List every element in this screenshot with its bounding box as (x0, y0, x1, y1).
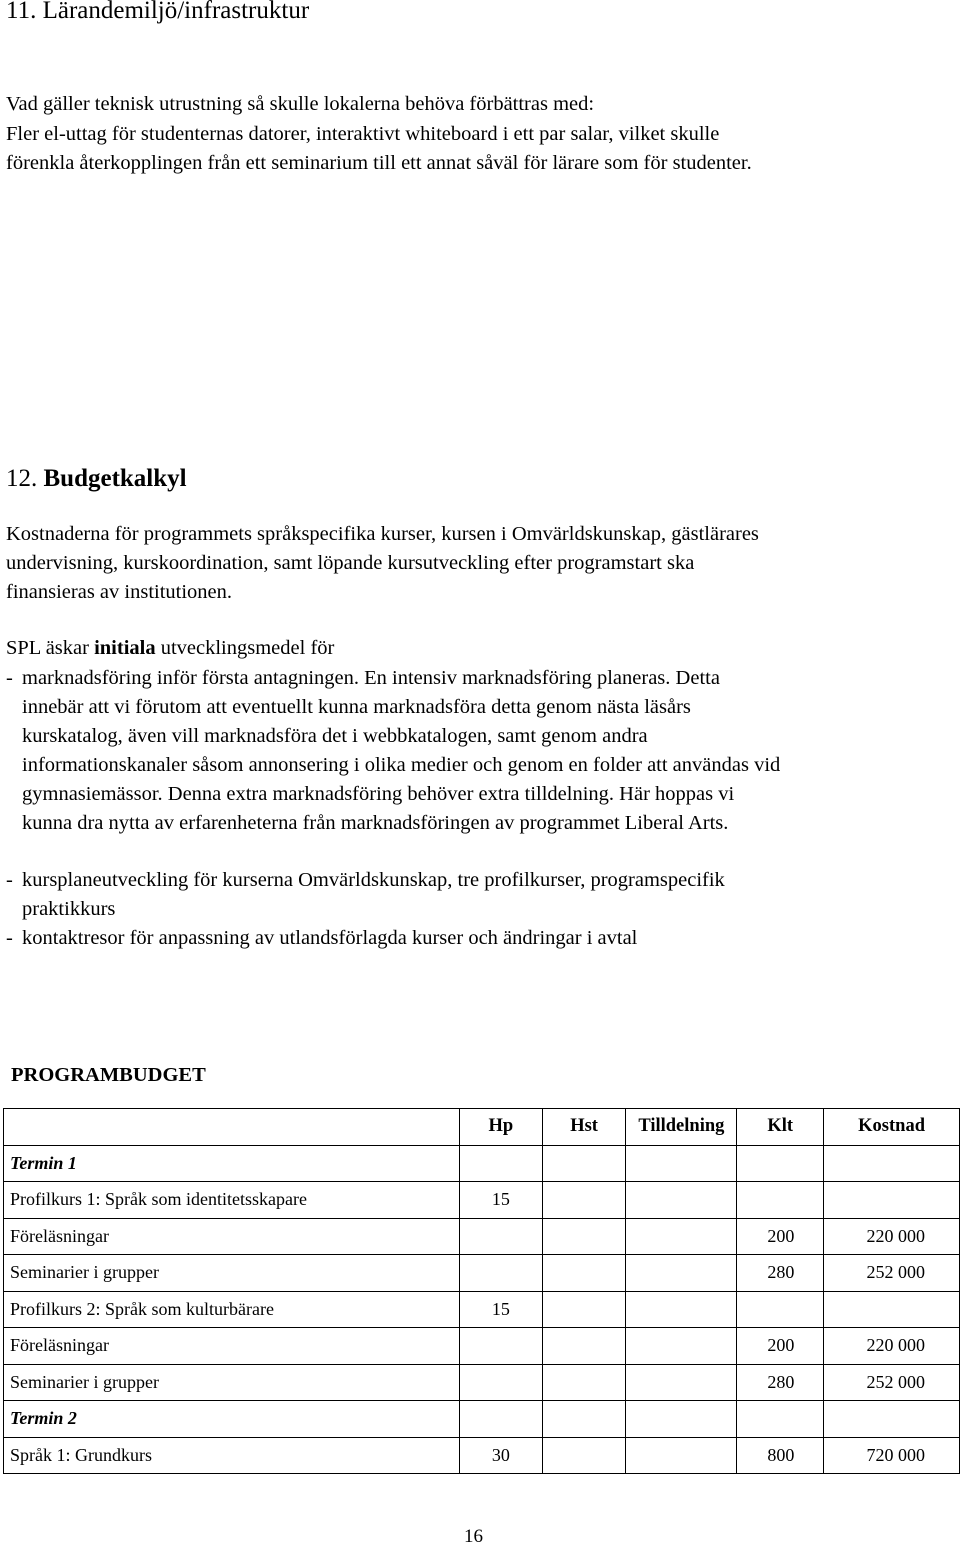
header-hst: Hst (542, 1109, 626, 1146)
cell-klt (737, 1291, 824, 1328)
cell-tilldelning (626, 1328, 737, 1365)
row-label: Profilkurs 1: Språk som identitetsskapare (4, 1182, 460, 1219)
text-line: kunna dra nytta av erfarenheterna från marknadsföringen av programmet Liberal Arts. (22, 812, 729, 834)
list-item-text (22, 924, 637, 953)
table-row (4, 1218, 960, 1255)
cell-klt (737, 1145, 824, 1182)
cell-hst (542, 1182, 626, 1219)
cell-hp: 15 (460, 1182, 543, 1219)
cell-hp (460, 1364, 543, 1401)
table-row (4, 1364, 960, 1401)
list-item-text (22, 866, 725, 924)
cell-hst (542, 1437, 626, 1474)
row-label: Seminarier i grupper (4, 1364, 460, 1401)
section-12-heading (6, 462, 187, 496)
cell-hp: 30 (460, 1437, 543, 1474)
cell-hst (542, 1401, 626, 1438)
text-line: praktikkurs (22, 898, 116, 920)
cell-hp (460, 1401, 543, 1438)
row-label: Termin 1 (4, 1145, 460, 1182)
text-line: Kostnaderna för programmets språkspecifika kurser, kursen i Omvärldskunskap, gästlärares (6, 523, 759, 545)
row-label: Seminarier i grupper (4, 1255, 460, 1292)
table-row (4, 1328, 960, 1365)
text-line: finansieras av institutionen. (6, 581, 233, 603)
row-label: Språk 1: Grundkurs (4, 1437, 460, 1474)
cell-hp: 15 (460, 1291, 543, 1328)
text-line: marknadsföring inför första antagningen. En intensiv marknadsföring planeras. Detta (22, 667, 720, 689)
cell-kostnad: 252 000 (824, 1255, 960, 1292)
budget-title: PROGRAMBUDGET (11, 1064, 206, 1086)
cell-kostnad (824, 1145, 960, 1182)
cell-tilldelning (626, 1182, 737, 1219)
cell-kostnad (824, 1401, 960, 1438)
cell-klt: 280 (737, 1364, 824, 1401)
cell-klt (737, 1401, 824, 1438)
cell-klt: 200 (737, 1328, 824, 1365)
cell-hp (460, 1328, 543, 1365)
cell-hp (460, 1145, 543, 1182)
text-line: undervisning, kurskoordination, samt löpande kursutveckling efter programstart ska (6, 552, 695, 574)
cell-hst (542, 1145, 626, 1182)
header-kostnad: Kostnad (824, 1109, 960, 1146)
cell-tilldelning (626, 1401, 737, 1438)
request-prefix: SPL äskar (6, 637, 95, 659)
list-dash: - (6, 667, 13, 689)
text-line: innebär att vi förutom att eventuellt kunna marknadsföra detta genom nästa läsårs (22, 696, 691, 718)
table-row (4, 1401, 960, 1438)
cell-kostnad: 220 000 (824, 1328, 960, 1365)
text-line: kursplaneutveckling för kurserna Omvärldskunskap, tre profilkurser, programspecifik (22, 869, 725, 891)
header-klt: Klt (737, 1109, 824, 1146)
cell-kostnad: 220 000 (824, 1218, 960, 1255)
row-label: Föreläsningar (4, 1328, 460, 1365)
cell-hst (542, 1291, 626, 1328)
list-dash: - (6, 927, 13, 949)
table-header-row (4, 1109, 960, 1146)
section-11-heading: 11. Lärandemiljö/infrastruktur (6, 0, 310, 24)
list-dash: - (6, 869, 13, 891)
text-line: Fler el-uttag för studenternas datorer, interaktivt whiteboard i ett par salar, vilket skulle (6, 122, 720, 145)
cell-kostnad: 252 000 (824, 1364, 960, 1401)
text-line: förenkla återkopplingen från ett seminarium till ett annat såväl för lärare som för studenter. (6, 152, 752, 174)
cell-klt (737, 1182, 824, 1219)
cell-kostnad (824, 1182, 960, 1219)
request-paragraph (6, 634, 956, 663)
table-row (4, 1255, 960, 1292)
cell-tilldelning (626, 1437, 737, 1474)
request-emphasis: initiala (94, 637, 156, 659)
text-line: gymnasiemässor. Denna extra marknadsföring behöver extra tilldelning. Här hoppas vi (22, 783, 735, 805)
cell-hst (542, 1328, 626, 1365)
request-suffix: utvecklingsmedel för (155, 637, 335, 659)
table-row (4, 1145, 960, 1182)
section-11-paragraph (6, 90, 956, 179)
request-line (6, 634, 956, 663)
cell-hst (542, 1364, 626, 1401)
table-row (4, 1182, 960, 1219)
table-row (4, 1291, 960, 1328)
header-empty-cell (4, 1109, 460, 1146)
cell-tilldelning (626, 1364, 737, 1401)
cell-kostnad (824, 1291, 960, 1328)
cell-hp (460, 1218, 543, 1255)
row-label: Termin 2 (4, 1401, 460, 1438)
cell-tilldelning (626, 1218, 737, 1255)
cell-tilldelning (626, 1145, 737, 1182)
budget-intro-paragraph (6, 520, 956, 607)
header-hp: Hp (460, 1109, 543, 1146)
cell-kostnad: 720 000 (824, 1437, 960, 1474)
row-label: Föreläsningar (4, 1218, 460, 1255)
page-number: 16 (464, 1526, 483, 1547)
list-item-text (22, 664, 780, 838)
cell-hst (542, 1255, 626, 1292)
cell-tilldelning (626, 1255, 737, 1292)
cell-hst (542, 1218, 626, 1255)
section-12-number: 12. (6, 465, 38, 492)
row-label: Profilkurs 2: Språk som kulturbärare (4, 1291, 460, 1328)
section-12-title: Budgetkalkyl (43, 465, 187, 492)
header-tilldelning: Tilldelning (626, 1109, 737, 1146)
text-line: kontaktresor för anpassning av utlandsförlagda kurser och ändringar i avtal (22, 927, 638, 949)
cell-hp (460, 1255, 543, 1292)
table-row (4, 1437, 960, 1474)
cell-tilldelning (626, 1291, 737, 1328)
text-line: Vad gäller teknisk utrustning så skulle lokalerna behöva förbättras med: (6, 93, 595, 115)
text-line: kurskatalog, även vill marknadsföra det i webbkatalogen, samt genom andra (22, 725, 648, 747)
cell-klt: 800 (737, 1437, 824, 1474)
cell-klt: 200 (737, 1218, 824, 1255)
budget-table (3, 1108, 960, 1474)
text-line: informationskanaler såsom annonsering i olika medier och genom en folder att användas vid (22, 754, 781, 776)
cell-klt: 280 (737, 1255, 824, 1292)
